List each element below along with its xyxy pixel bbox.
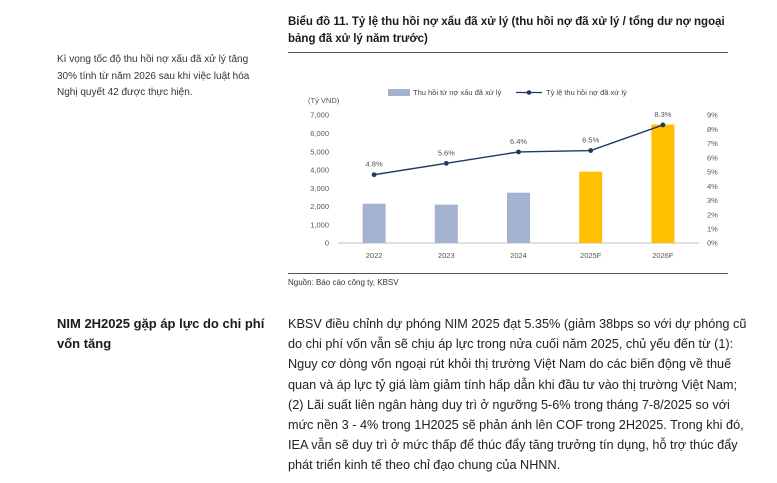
recovery-chart [288, 80, 728, 270]
x-tick-label: 2025F [580, 251, 602, 260]
rate-data-label: 6.5% [582, 135, 600, 145]
y-tick-label: 5,000 [310, 147, 329, 157]
figure-bottom-rule [288, 273, 728, 274]
y2-tick-label: 8% [707, 124, 718, 134]
y2-tick-label: 7% [707, 139, 718, 149]
figure-source: Nguồn: Báo cáo công ty, KBSV [288, 278, 399, 287]
y2-axis-ticks [707, 111, 718, 248]
y2-tick-label: 0% [707, 238, 718, 248]
figure-title: Biểu đồ 11. Tỷ lệ thu hồi nợ xấu đã xử lý (thu hồi nợ đã xử lý / tổng dư nợ ngoại bảng đã xử lý năm trước) [288, 16, 725, 45]
rate-data-label: 8.3% [654, 109, 672, 119]
rate-point-2026f [661, 123, 666, 128]
bar-2023 [435, 205, 458, 243]
legend-line-label: Tỷ lệ thu hồi nợ đã xử lý [546, 88, 627, 97]
x-tick-label: 2026F [652, 251, 674, 260]
chart-legend [388, 88, 627, 97]
rate-point-2023 [444, 161, 449, 166]
y2-tick-label: 9% [707, 110, 718, 120]
y2-tick-label: 2% [707, 210, 718, 220]
y2-tick-label: 6% [707, 153, 718, 163]
bar-2024 [507, 193, 530, 243]
figure-top-rule [288, 52, 728, 53]
y-tick-label: 6,000 [310, 128, 329, 138]
legend-line-marker [527, 90, 532, 95]
y2-tick-label: 1% [707, 224, 718, 234]
y-tick-label: 2,000 [310, 202, 329, 212]
bar-2022 [363, 204, 386, 243]
bar-2026f [651, 125, 674, 243]
section-paragraph: KBSV điều chỉnh dự phóng NIM 2025 đạt 5.35% (giảm 38bps so với dự phóng cũ do chi phí vốn vẫn sẽ chịu áp lực trong nửa cuối năm 2025, chủ yếu đến từ (1): Nguy cơ dòng vốn ngoại rút khỏi thị trường Việt Nam do các biến động về thuế quan và áp lực tỷ giá làm giảm tính hấp dẫn khi đầu tư vào thị trường Việt Nam; (2) Lãi suất liên ngân hàng duy trì ở ngưỡng 5-6% trong tháng 7-8/2025 so với mức nền 3 - 4% trong 1H2025 sẽ phản ánh lên COF trong 2H2025. Trong khi đó, IEA vẫn sẽ duy trì ở mức thấp để thúc đẩy tăng trưởng tín dụng, hỗ trợ thúc đẩy phát triển kinh tế theo chỉ đạo chung của NHNN. [288, 317, 747, 473]
rate-data-label: 5.6% [437, 148, 455, 158]
y-tick-label: 0 [324, 238, 329, 248]
rate-data-label: 4.8% [365, 159, 383, 169]
y2-tick-label: 5% [707, 167, 718, 177]
legend-bar-label: Thu hồi từ nợ xấu đã xử lý [413, 88, 502, 97]
x-tick-label: 2023 [437, 251, 455, 260]
bar-2025f [579, 172, 602, 243]
x-tick-label: 2022 [365, 251, 383, 260]
section-heading: NIM 2H2025 gặp áp lực do chi phí vốn tăng [57, 316, 265, 351]
y-tick-label: 3,000 [310, 183, 329, 193]
rate-point-2024 [516, 150, 521, 155]
y-axis-unit-label: (Tỷ VND) [308, 96, 340, 105]
legend-bar-swatch [388, 89, 410, 96]
x-tick-label: 2024 [510, 251, 527, 260]
y-tick-label: 7,000 [310, 110, 329, 120]
rate-points [372, 123, 666, 178]
rate-data-label: 6.4% [509, 136, 528, 146]
y2-tick-label: 3% [707, 196, 718, 206]
rate-point-2025f [588, 148, 593, 153]
y-tick-label: 4,000 [310, 165, 329, 175]
y-tick-label: 1,000 [310, 220, 329, 230]
rate-point-2022 [372, 172, 377, 177]
side-note: Kì vọng tốc độ thu hồi nợ xấu đã xử lý tăng 30% tính từ năm 2026 sau khi việc luật hóa Nghị quyết 42 được thực hiện. [57, 54, 250, 98]
y-axis-ticks [310, 111, 329, 248]
rate-labels [366, 110, 672, 169]
y2-tick-label: 4% [707, 181, 718, 191]
x-axis-ticks [366, 251, 674, 260]
